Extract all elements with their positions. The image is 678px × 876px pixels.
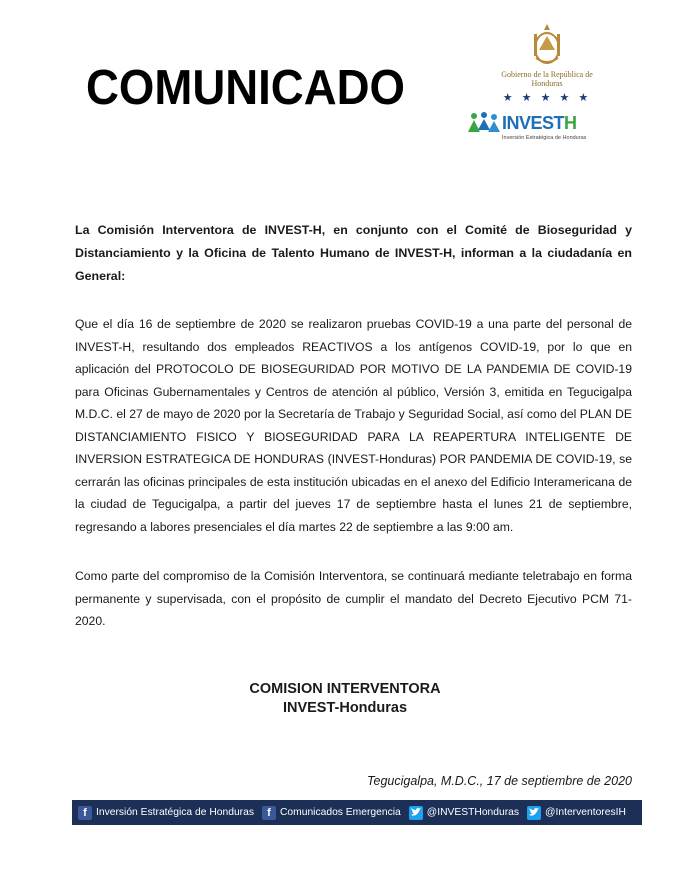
government-logo [492, 22, 602, 104]
invest-people-icon [466, 110, 502, 136]
body-paragraph-2: Como parte del compromiso de la Comisión Interventora, se continuará mediante teletrabajo en forma permanente y supervisada, con el propósito de cumplir el mandato del Decreto Ejecutivo PCM 71-2020. [75, 569, 632, 628]
footer-twitter-interventores[interactable] [527, 806, 626, 820]
footer-facebook-comunicados[interactable] [262, 806, 401, 820]
facebook-icon: f [78, 806, 92, 820]
intro-paragraph: La Comisión Interventora de INVEST-H, en conjunto con el Comité de Bioseguridad y Distanciamiento y la Oficina de Talento Humano de INVEST-H, informan a la ciudadanía en General: [75, 223, 632, 283]
invest-h-logo [466, 110, 606, 141]
signature-line-2: INVEST-Honduras [282, 700, 408, 716]
footer-twitter-investhonduras[interactable] [409, 806, 519, 820]
twitter-icon [409, 806, 423, 820]
invest-logo-word: INVESTH [502, 112, 577, 133]
coat-of-arms-icon [530, 22, 564, 68]
twitter-icon [527, 806, 541, 820]
footer-facebook-invest[interactable] [78, 806, 254, 820]
footer-item-label: Inversión Estratégica de Honduras [96, 807, 254, 818]
place-date: Tegucigalpa, M.D.C., 17 de septiembre de 2020 [367, 774, 632, 788]
footer-item-label: @InterventoresIH [545, 807, 626, 818]
government-logo-text: Gobierno de la República de Honduras [501, 70, 593, 88]
signature-line-1: COMISION INTERVENTORA [249, 681, 441, 697]
footer-item-label: @INVESTHonduras [426, 807, 520, 818]
social-footer [72, 800, 642, 825]
invest-logo-tagline: Inversión Estratégica de Honduras [502, 135, 587, 141]
signature-block [0, 680, 678, 718]
footer-item-label: Comunicados Emergencia [279, 807, 401, 818]
page-title: COMUNICADO [86, 61, 405, 115]
body-paragraph-1: Que el día 16 de septiembre de 2020 se realizaron pruebas COVID-19 a una parte del personal de INVEST-H, resultando dos empleados REACTIVOS a los antígenos COVID-19, por lo que en aplicación del PROTOCOLO DE BIOSEGURIDAD POR MOTIVO DE LA PANDEMIA DE COVID-19 para Oficinas Gubernamentales y Centros de atención al público, Versión 3, emitida en Tegucigalpa M.D.C. el 27 de mayo de 2020 por la Secretaría de Trabajo y Seguridad Social, así como del PLAN DE DISTANCIAMIENTO FISICO Y BIOSEGURIDAD PARA LA REAPERTURA INTELIGENTE DE INVERSION ESTRATEGICA DE HONDURAS (INVEST-Honduras) POR PANDEMIA DE COVID-19, se cerrarán las oficinas principales de esta institución ubicadas en el anexo del Edificio Interamericana de la ciudad de Tegucigalpa, a partir del jueves 17 de septiembre hasta el lunes 21 de septiembre, regresando a labores presenciales el día martes 22 de septiembre a las 9:00 am. [75, 317, 632, 534]
government-logo-stars: ★ ★ ★ ★ ★ [502, 92, 592, 104]
facebook-icon: f [262, 806, 276, 820]
